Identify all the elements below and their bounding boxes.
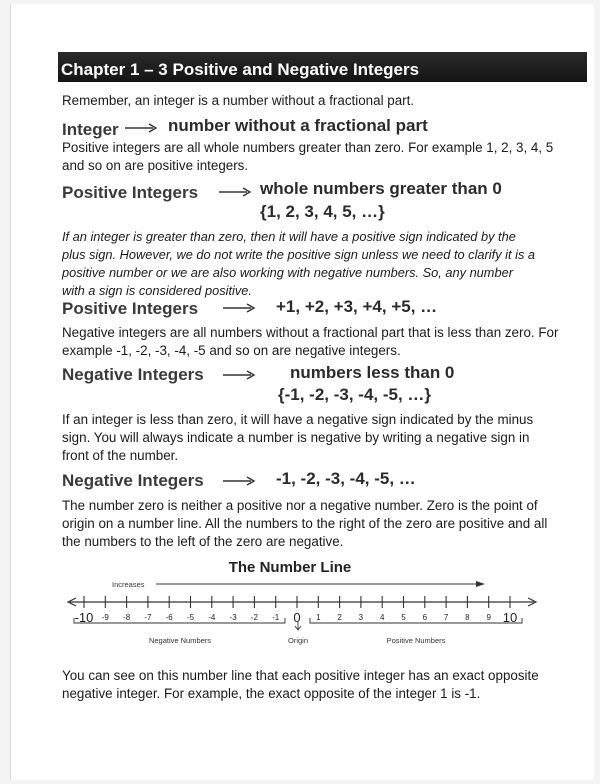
- arrow-icon: [124, 121, 158, 139]
- italic-paragraph-line-2: plus sign. However, we do not write the positive sign unless we need to clarify it is a: [62, 247, 536, 262]
- tick-label: -8: [123, 613, 131, 622]
- arrow-icon: [222, 474, 256, 492]
- tick-label: 4: [379, 613, 385, 622]
- arrow-icon: [222, 368, 256, 386]
- negative-set: {-1, -2, -3, -4, -5, …}: [278, 385, 432, 404]
- integer-term: Integer: [62, 120, 119, 139]
- tick-label: 0: [293, 610, 301, 625]
- tick-label: 10: [502, 610, 518, 625]
- tick-label: -9: [101, 613, 109, 622]
- minus-paragraph-line-1: If an integer is less than zero, it will have a negative sign indicated by the minus: [62, 412, 534, 427]
- minus-paragraph-line-2: sign. You will always indicate a number is negative by writing a negative sign in: [62, 430, 530, 445]
- tick-label: -4: [208, 613, 216, 622]
- tick-label: 1: [316, 613, 321, 622]
- zero-paragraph-line-2: origin on a number line. All the numbers to the right of the zero are positive and all: [62, 516, 548, 531]
- tick-label: -10: [74, 610, 94, 625]
- positive-definition: whole numbers greater than 0: [260, 179, 502, 198]
- tick-label: -1: [272, 613, 280, 622]
- positive-numbers-label: Positive Numbers: [386, 636, 446, 645]
- closing-paragraph-line-2: negative integer. For example, the exact opposite of the integer 1 is -1.: [62, 686, 481, 701]
- positive-signed-term: Positive Integers: [62, 299, 199, 318]
- tick-label: -6: [165, 613, 173, 622]
- minus-paragraph-line-3: front of the number.: [62, 448, 179, 463]
- increases-arrow: [156, 581, 485, 587]
- negative-numbers-label: Negative Numbers: [148, 636, 212, 645]
- tick-label: 7: [443, 613, 449, 622]
- negative-signed-values: -1, -2, -3, -4, -5, …: [276, 469, 416, 488]
- negative-paragraph-line-2: example -1, -2, -3, -4, -5 and so on are negative integers.: [62, 343, 401, 358]
- tick-label: 9: [486, 613, 491, 622]
- tick-label: -3: [229, 613, 237, 622]
- positive-paragraph-line-1: Positive integers are all whole numbers greater than zero. For example 1, 2, 3, 4, 5: [62, 140, 554, 155]
- negative-definition: numbers less than 0: [290, 363, 455, 382]
- tick-label: -5: [186, 613, 195, 622]
- italic-paragraph-line-1: If an integer is greater than zero, then it will have a positive sign indicated by the: [62, 229, 516, 244]
- tick-label: 5: [401, 613, 406, 622]
- number-line-title: The Number Line: [228, 559, 352, 576]
- italic-paragraph-line-3: positive number or we are also working with negative numbers. So, any number: [62, 265, 513, 280]
- intro-text: Remember, an integer is a number without a fractional part.: [62, 93, 415, 108]
- tick-label: 8: [465, 613, 470, 622]
- increases-label: Increases: [112, 580, 145, 589]
- zero-paragraph-line-3: the numbers to the left of the zero are negative.: [62, 534, 344, 549]
- arrow-icon: [222, 301, 256, 319]
- number-line-figure: [60, 552, 550, 652]
- tick-label: -7: [144, 613, 152, 622]
- arrow-icon: [218, 185, 252, 203]
- chapter-title: Chapter 1 – 3 Positive and Negative Integers: [58, 52, 587, 82]
- tick-label: 6: [422, 613, 428, 622]
- negative-signed-term: Negative Integers: [62, 471, 204, 490]
- positive-set: {1, 2, 3, 4, 5, …}: [260, 202, 385, 221]
- negative-paragraph-line-1: Negative integers are all numbers without a fractional part that is less than zero. For: [62, 325, 559, 340]
- origin-label: Origin: [287, 636, 309, 645]
- integer-definition: number without a fractional part: [168, 116, 428, 135]
- italic-paragraph-line-4: with a sign is considered positive.: [62, 283, 252, 298]
- negative-term: Negative Integers: [62, 365, 204, 384]
- positive-paragraph-line-2: and so on are positive integers.: [62, 158, 249, 173]
- closing-paragraph-line-1: You can see on this number line that each positive integer has an exact opposite: [62, 668, 539, 683]
- axis-line: [68, 598, 536, 606]
- tick-label: 3: [358, 613, 364, 622]
- positive-signed-values: +1, +2, +3, +4, +5, …: [276, 297, 438, 316]
- tick-label: -2: [250, 613, 258, 622]
- tick-label: 2: [337, 613, 342, 622]
- positive-term: Positive Integers: [62, 183, 199, 202]
- zero-paragraph-line-1: The number zero is neither a positive nor a negative number. Zero is the point of: [62, 498, 538, 513]
